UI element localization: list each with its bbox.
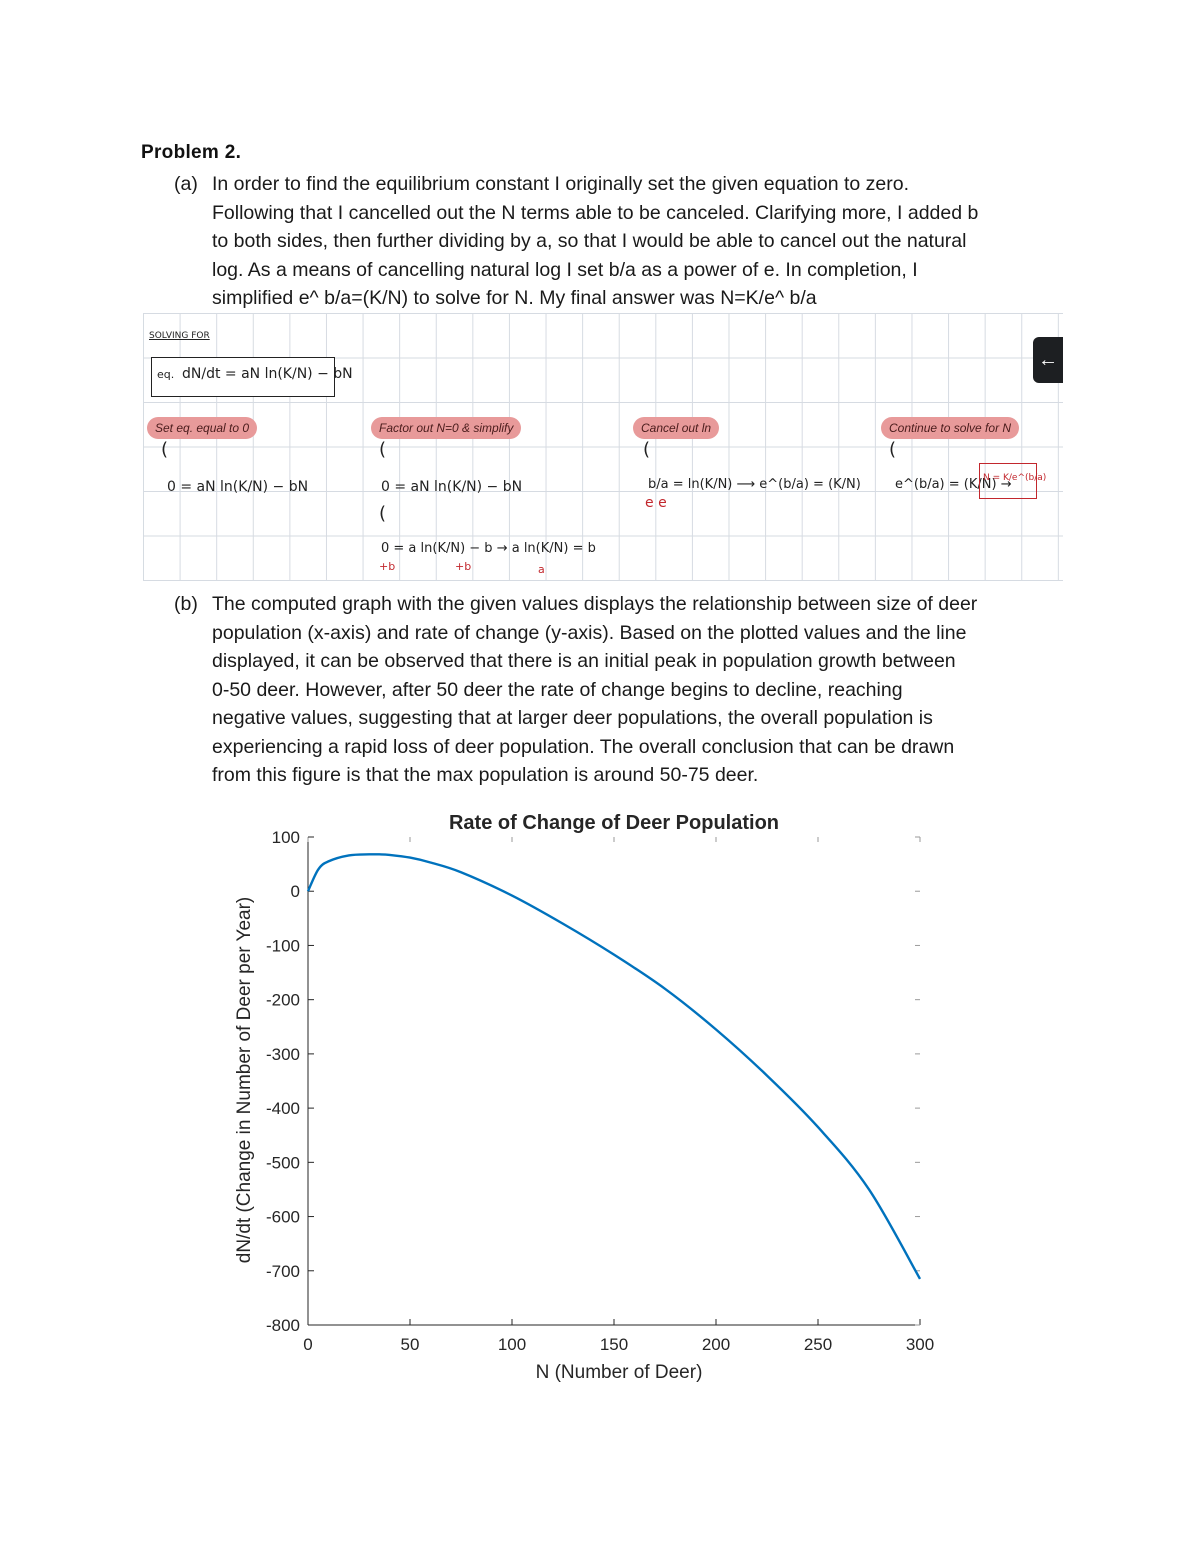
part-a-line: Following that I cancelled out the N terms able to be canceled. Clarifying more, I added b xyxy=(212,201,979,224)
given-equation: dN/dt = aN ln(K/N) − bN xyxy=(182,366,353,382)
y-tick-label: -700 xyxy=(265,1261,300,1281)
x-tick-label: 300 xyxy=(905,1335,935,1354)
y-tick-label: -600 xyxy=(265,1207,300,1227)
step-2-title: Factor out N=0 & simplify xyxy=(371,417,521,439)
y-tick-label: -800 xyxy=(265,1316,300,1335)
part-b-line: from this figure is that the max population is around 50-75 deer. xyxy=(212,764,759,786)
step-arrow: ( xyxy=(889,439,897,460)
x-tick-label: 200 xyxy=(701,1335,731,1354)
step-1-line: 0 = aN ln(K/N) − bN xyxy=(167,479,309,495)
step-3-line1: b/a = ln(K/N) ⟶ e^(b/a) = (K/N) xyxy=(648,477,861,492)
y-tick-label: -400 xyxy=(265,1099,300,1119)
given-equation-box xyxy=(151,357,353,397)
step-arrow: ( xyxy=(643,439,651,460)
y-tick-label: -100 xyxy=(265,936,300,956)
y-tick-label: -200 xyxy=(265,990,300,1010)
arrow-left-icon[interactable]: ← xyxy=(1033,337,1063,383)
problem-heading: Problem 2. xyxy=(141,142,242,163)
final-answer-box xyxy=(979,463,1047,499)
x-tick-label: 150 xyxy=(599,1335,629,1354)
chart-title: Rate of Change of Deer Population xyxy=(448,812,780,834)
final-answer: N = K/e^(b/a) xyxy=(983,473,1047,483)
handwritten-notes-image xyxy=(143,313,1063,581)
part-a-paragraph xyxy=(174,170,978,313)
chart-ticks xyxy=(266,828,934,1354)
chart-marks xyxy=(308,854,920,1279)
step-3-line2: e e xyxy=(645,495,667,511)
y-tick-label: -300 xyxy=(265,1044,300,1064)
divide-a-note: a xyxy=(538,563,545,576)
notes-header: SOLVING FOR xyxy=(149,331,210,341)
y-tick-label: 100 xyxy=(271,828,300,847)
part-b-line: The computed graph with the given values displays the relationship between size of deer xyxy=(212,593,978,615)
plus-b-note: +b xyxy=(455,560,472,573)
part-b-line: experiencing a rapid loss of deer population. The overall conclusion that can be drawn xyxy=(212,735,955,758)
chart-axes xyxy=(308,837,920,1325)
step-arrow: ( xyxy=(379,439,387,460)
part-b-line: population (x-axis) and rate of change (y-axis). Based on the plotted values and the line xyxy=(212,621,967,644)
given-label: eq. xyxy=(157,368,175,381)
part-a-line: log. As a means of cancelling natural log I set b/a as a power of e. In completion, I xyxy=(212,258,918,281)
part-b-line: 0-50 deer. However, after 50 deer the rate of change begins to decline, reaching xyxy=(212,678,903,701)
part-b-label: (b) xyxy=(174,593,198,615)
step-3-title: Cancel out ln xyxy=(633,417,719,439)
x-axis-label: N (Number of Deer) xyxy=(535,1362,703,1383)
y-tick-label: 0 xyxy=(290,882,300,902)
step-2-line2: 0 = a ln(K/N) − b → a ln(K/N) = b xyxy=(381,541,596,556)
step-4-title: Continue to solve for N xyxy=(881,417,1019,439)
part-b-paragraph xyxy=(174,590,977,790)
part-a-label: (a) xyxy=(174,173,198,195)
y-axis-label: dN/dt (Change in Number of Deer per Year) xyxy=(234,896,255,1264)
step-2-line1: 0 = aN ln(K/N) − bN xyxy=(381,479,523,495)
step-4-line1: e^(b/a) = (K/N) → xyxy=(895,477,1012,492)
plus-b-note: +b xyxy=(379,560,396,573)
series-line xyxy=(308,854,920,1279)
part-a-line: to both sides, then further dividing by a, so that I would be able to cancel out the natural xyxy=(212,230,967,252)
step-1-title: Set eq. equal to 0 xyxy=(147,417,257,439)
step-arrow: ( xyxy=(161,439,169,460)
part-b-line: displayed, it can be observed that there is an initial peak in population growth between xyxy=(212,650,956,672)
part-b-line: negative values, suggesting that at larger deer populations, the overall population is xyxy=(212,707,933,729)
x-tick-label: 100 xyxy=(497,1335,527,1354)
x-tick-label: 50 xyxy=(400,1335,420,1354)
step-arrow: ( xyxy=(379,503,387,524)
y-tick-label: -500 xyxy=(265,1153,300,1173)
part-a-line: In order to find the equilibrium constant I originally set the given equation to zero. xyxy=(212,173,909,195)
x-tick-label: 0 xyxy=(303,1335,313,1354)
part-a-line: simplified e^ b/a=(K/N) to solve for N. My final answer was N=K/e^ b/a xyxy=(212,287,817,309)
deer-population-chart xyxy=(220,800,960,1400)
x-tick-label: 250 xyxy=(803,1335,833,1354)
